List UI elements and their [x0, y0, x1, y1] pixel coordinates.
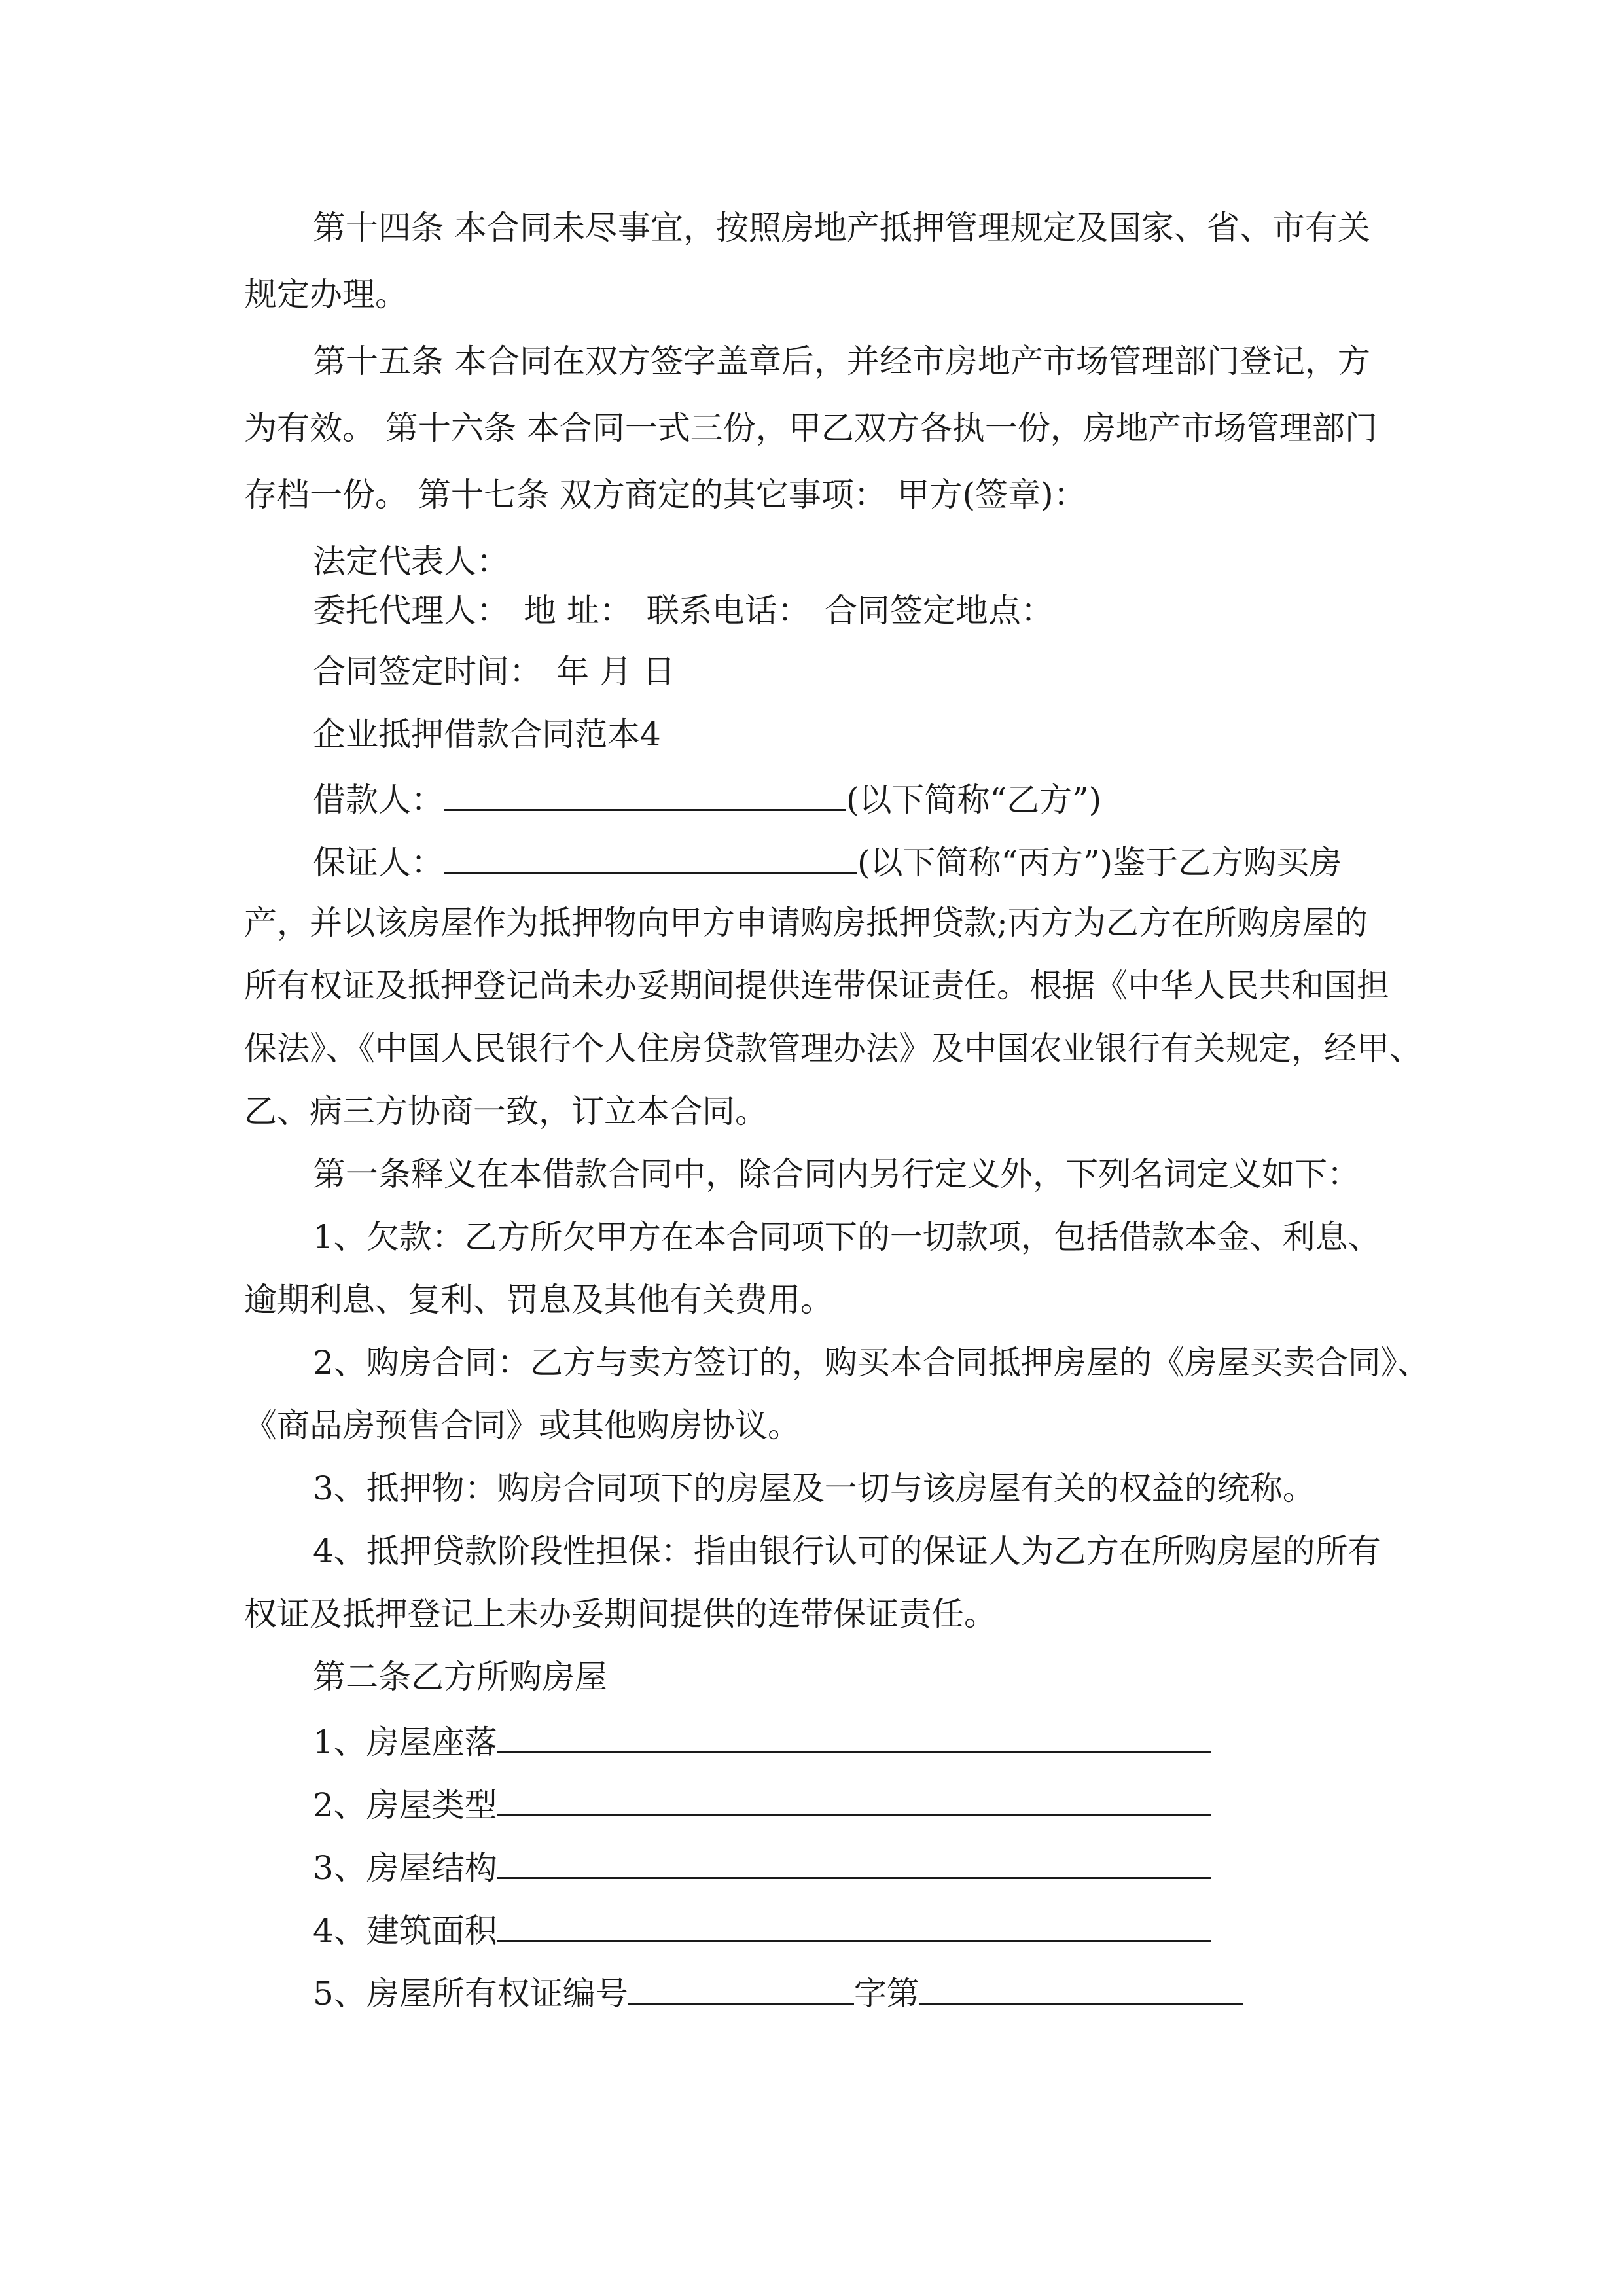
floor-area-line — [313, 1909, 1211, 1950]
definition-3-line — [313, 1469, 1315, 1508]
borrower-blank — [444, 778, 846, 811]
definition-1-text-2: 逾期利息、复利、罚息及其他有关费用。 — [244, 1281, 833, 1319]
house-structure-line — [313, 1846, 1211, 1888]
article-1-heading — [313, 1155, 1360, 1194]
article-2-text: 第二条乙方所购房屋 — [313, 1658, 607, 1696]
sign-date-label: 合同签定时间： — [313, 653, 542, 691]
cert-number-blank — [919, 1971, 1243, 2005]
guarantor-label: 保证人： — [313, 844, 444, 882]
clause-14-text: 第十四条 本合同未尽事宜，按照房地产抵押管理规定及国家、省、市有关 — [313, 209, 1370, 247]
preamble-line-1 — [244, 903, 1368, 942]
borrower-abbrev: (以下简称“乙方”) — [846, 781, 1102, 819]
sign-date-line — [313, 652, 675, 691]
guarantor-blank — [444, 840, 857, 874]
clause-14-text-2: 规定办理。 — [244, 276, 408, 314]
clause-16-text: 为有效。 第十六条 本合同一式三份，甲乙双方各执一份，房地产市场管理部门 — [244, 409, 1378, 447]
preamble-line-2 — [244, 966, 1389, 1005]
ownership-cert-blank — [628, 1971, 854, 2005]
template-title — [313, 715, 661, 754]
preamble-line-4 — [244, 1092, 768, 1131]
agent-label: 委托代理人： — [313, 592, 509, 630]
definition-1-text: 1、欠款：乙方所欠甲方在本合同项下的一切款项，包括借款本金、利息、 — [313, 1218, 1381, 1256]
borrower-label: 借款人： — [313, 781, 444, 819]
house-type-label: 2、房屋类型 — [313, 1786, 497, 1824]
article-1-text: 第一条释义在本借款合同中，除合同内另行定义外，下列名词定义如下： — [313, 1155, 1360, 1193]
clause-17-text: 存档一份。 第十七条 双方商定的其它事项： 甲方(签章)： — [244, 476, 1086, 514]
definition-1-line — [313, 1217, 1381, 1257]
clause-14-line — [313, 208, 1370, 247]
definition-2-text-2: 《商品房预售合同》或其他购房协议。 — [244, 1407, 800, 1444]
address-label: 地 址： — [524, 592, 632, 630]
definition-4-line — [313, 1532, 1381, 1571]
floor-area-blank — [497, 1909, 1211, 1942]
house-type-line — [313, 1783, 1211, 1825]
clause-17-line — [244, 475, 1086, 514]
house-type-blank — [497, 1783, 1211, 1816]
definition-4-text: 4、抵押贷款阶段性担保：指由银行认可的保证人为乙方在所购房屋的所有 — [313, 1532, 1381, 1570]
definition-4-text-2: 权证及抵押登记上未办妥期间提供的连带保证责任。 — [244, 1595, 997, 1633]
clause-14-continued — [244, 275, 408, 314]
definition-1-continued — [244, 1280, 833, 1319]
borrower-line — [313, 778, 1101, 819]
sign-place-label: 合同签定地点： — [824, 592, 1054, 630]
clause-15-text: 第十五条 本合同在双方签字盖章后，并经市房地产市场管理部门登记，方 — [313, 342, 1370, 380]
preamble-line-3 — [244, 1029, 1422, 1068]
preamble-text-4: 乙、病三方协商一致，订立本合同。 — [244, 1092, 768, 1130]
preamble-text-1: 产，并以该房屋作为抵押物向甲方申请购房抵押贷款;丙方为乙方在所购房屋的 — [244, 904, 1368, 942]
guarantor-line — [313, 840, 1342, 882]
clause-16-line — [244, 408, 1378, 448]
legal-rep-line — [313, 542, 509, 581]
template-title-text: 企业抵押借款合同范本4 — [313, 715, 661, 753]
house-structure-blank — [497, 1846, 1211, 1879]
house-location-blank — [497, 1720, 1211, 1753]
legal-rep-label: 法定代表人： — [313, 543, 509, 581]
house-structure-label: 3、房屋结构 — [313, 1849, 497, 1887]
cert-word-label: 字第 — [853, 1975, 919, 2013]
article-2-heading — [313, 1657, 607, 1696]
guarantor-abbrev: (以下简称“丙方”)鉴于乙方购买房 — [857, 844, 1342, 882]
phone-label: 联系电话： — [646, 592, 810, 630]
definition-3-text: 3、抵押物：购房合同项下的房屋及一切与该房屋有关的权益的统称。 — [313, 1469, 1315, 1507]
preamble-text-3: 保法》、《中国人民银行个人住房贷款管理办法》及中国农业银行有关规定，经甲、 — [244, 1030, 1422, 1067]
definition-2-line — [313, 1343, 1430, 1382]
definition-2-continued — [244, 1406, 800, 1445]
agent-line — [313, 591, 1054, 630]
definition-2-text: 2、购房合同：乙方与卖方签订的，购买本合同抵押房屋的《房屋买卖合同》、 — [313, 1344, 1430, 1382]
sign-date-ymd: 年 月 日 — [556, 653, 675, 691]
house-location-label: 1、房屋座落 — [313, 1723, 497, 1761]
floor-area-label: 4、建筑面积 — [313, 1912, 497, 1950]
preamble-text-2: 所有权证及抵押登记尚未办妥期间提供连带保证责任。根据《中华人民共和国担 — [244, 967, 1389, 1005]
house-location-line — [313, 1720, 1211, 1762]
ownership-cert-label: 5、房屋所有权证编号 — [313, 1975, 628, 2013]
definition-4-continued — [244, 1594, 997, 1634]
clause-15-line — [313, 342, 1370, 381]
ownership-cert-line — [313, 1971, 1243, 2013]
